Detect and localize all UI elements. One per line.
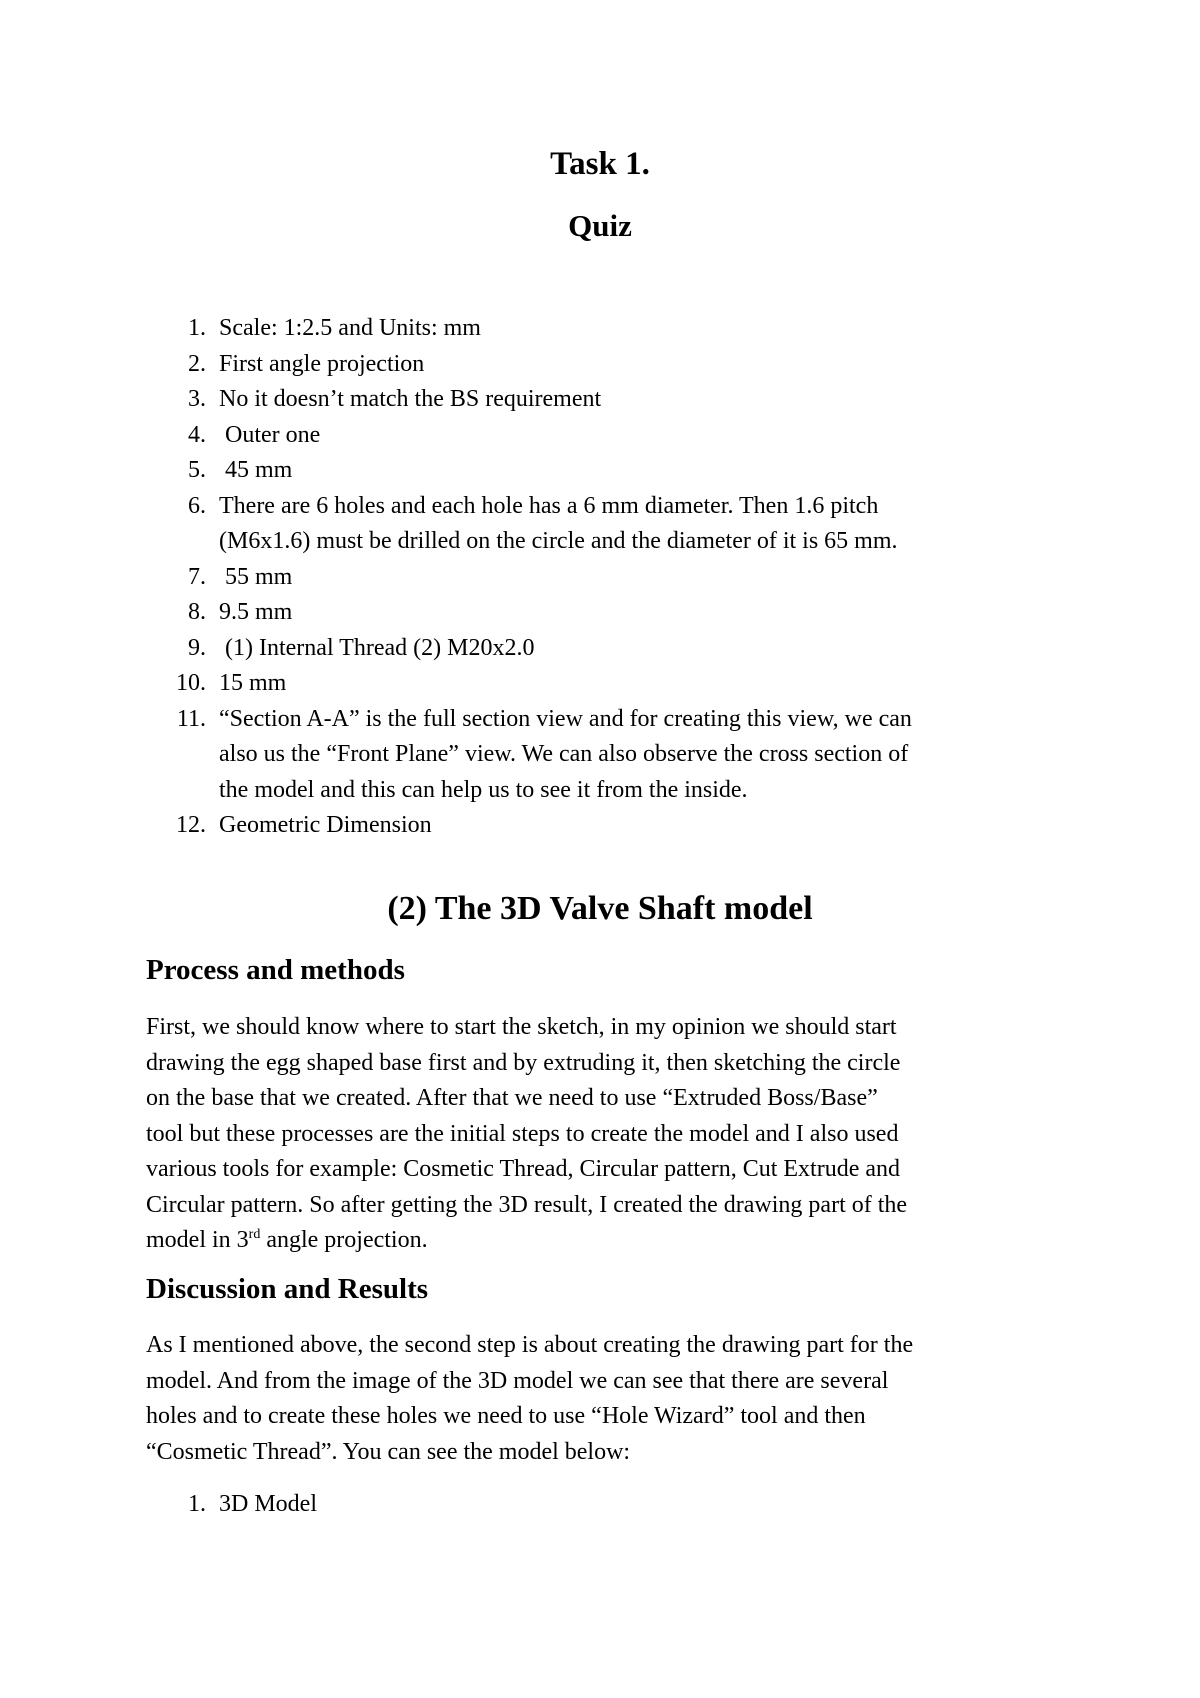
model-list [146, 1487, 317, 1523]
quiz-item-text: Outer one [219, 421, 321, 448]
quiz-item-text: Geometric Dimension [219, 812, 432, 838]
paragraph-line: First, we should know where to start the sketch, in my opinion we should start [146, 1014, 897, 1040]
quiz-item [146, 808, 1066, 844]
list-number: 12. [176, 812, 206, 838]
paragraph-line: holes and to create these holes we need to use “Hole Wizard” tool and then [146, 1403, 866, 1429]
paragraph-line: drawing the egg shaped base first and by extruding it, then sketching the circle [146, 1049, 901, 1076]
quiz-item-text: 45 mm [219, 457, 293, 483]
quiz-title: Quiz [568, 208, 632, 243]
list-number: 9. [188, 634, 206, 661]
list-number: 10. [176, 670, 206, 696]
quiz-item-text: First angle projection [219, 350, 425, 377]
list-number: 1. [188, 315, 206, 341]
quiz-item-text: No it doesn’t match the BS requirement [219, 386, 602, 412]
quiz-item-text: also us the “Front Plane” view. We can also observe the cross section of [219, 741, 909, 767]
quiz-answer-list [146, 311, 1066, 844]
quiz-item-text: There are 6 holes and each hole has a 6 mm diameter. Then 1.6 pitch [219, 492, 879, 519]
list-number: 5. [188, 457, 206, 483]
quiz-item-text: “Section A-A” is the full section view and for creating this view, we can [219, 705, 912, 732]
quiz-item [146, 560, 1066, 596]
list-number: 11. [176, 705, 206, 732]
paragraph-line: As I mentioned above, the second step is about creating the drawing part for the [146, 1332, 914, 1358]
quiz-item [146, 666, 1066, 702]
paragraph-line: “Cosmetic Thread”. You can see the model below: [146, 1438, 631, 1465]
paragraph-line: Circular pattern. So after getting the 3D result, I created the drawing part of the [146, 1191, 908, 1218]
quiz-item-text: the model and this can help us to see it from the inside. [219, 776, 748, 803]
ordinal-superscript: rd [248, 1227, 261, 1242]
paragraph-line: model. And from the image of the 3D model we can see that there are several [146, 1367, 889, 1394]
quiz-item [146, 702, 1066, 809]
line-text: model in 3 [146, 1227, 249, 1253]
list-number: 6. [188, 492, 206, 519]
process-paragraph [146, 1010, 1076, 1259]
quiz-item [146, 453, 1066, 489]
process-heading: Process and methods [146, 954, 405, 986]
list-number: 4. [188, 421, 206, 448]
quiz-item-text: Scale: 1:2.5 and Units: mm [219, 315, 481, 341]
paragraph-line: various tools for example: Cosmetic Thread, Circular pattern, Cut Extrude and [146, 1156, 901, 1182]
list-number: 2. [188, 350, 206, 377]
quiz-item [146, 631, 1066, 667]
quiz-item [146, 418, 1066, 454]
quiz-item [146, 595, 1066, 631]
list-item-text: 3D Model [219, 1491, 317, 1517]
list-number: 8. [188, 599, 206, 625]
list-number: 3. [188, 386, 206, 412]
quiz-item-text: 55 mm [219, 563, 293, 590]
quiz-item [146, 382, 1066, 418]
quiz-item [146, 489, 1066, 560]
quiz-item [146, 347, 1066, 383]
paragraph-line: on the base that we created. After that we need to use “Extruded Boss/Base” [146, 1085, 878, 1111]
list-number: 1. [188, 1491, 206, 1517]
quiz-item-text: 9.5 mm [219, 599, 293, 625]
task-title: Task 1. [550, 146, 650, 182]
quiz-item [146, 311, 1066, 347]
paragraph-line: tool but these processes are the initial steps to create the model and I also used [146, 1120, 899, 1147]
line-text: angle projection. [260, 1227, 428, 1253]
quiz-item-text: 15 mm [219, 670, 287, 696]
discussion-paragraph [146, 1328, 1076, 1470]
list-number: 7. [188, 563, 206, 590]
discussion-heading: Discussion and Results [146, 1273, 429, 1305]
quiz-item-text: (1) Internal Thread (2) M20x2.0 [219, 634, 535, 661]
quiz-item-text: (M6x1.6) must be drilled on the circle and the diameter of it is 65 mm. [219, 528, 898, 554]
section-title: (2) The 3D Valve Shaft model [387, 890, 813, 927]
paragraph-line [146, 1223, 1076, 1259]
list-item [146, 1487, 317, 1523]
